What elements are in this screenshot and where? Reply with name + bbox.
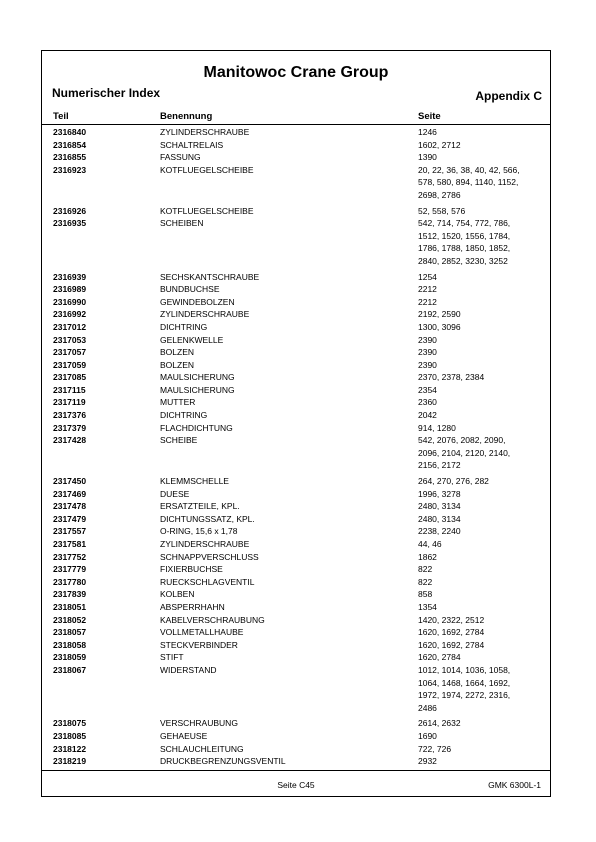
table-row bbox=[42, 164, 550, 202]
page-refs: 1254 bbox=[418, 271, 437, 282]
page-refs: 264, 270, 276, 282 bbox=[418, 476, 489, 487]
page-refs: 2212 bbox=[418, 296, 437, 307]
document-title: Manitowoc Crane Group bbox=[203, 64, 389, 81]
part-number: 2316935 bbox=[53, 218, 87, 229]
part-name: ERSATZTEILE, KPL. bbox=[160, 501, 240, 512]
table-row bbox=[42, 139, 550, 152]
part-name: SCHALTRELAIS bbox=[160, 139, 224, 150]
part-name: FIXIERBUCHSE bbox=[160, 564, 223, 575]
part-number: 2316989 bbox=[53, 284, 87, 295]
page-refs: 822 bbox=[418, 564, 433, 575]
part-number: 2317478 bbox=[53, 501, 87, 512]
page-refs: 2480, 3134 bbox=[418, 501, 461, 512]
table-row bbox=[42, 409, 550, 422]
part-name: ZYLINDERSCHRAUBE bbox=[160, 539, 250, 549]
table-row bbox=[42, 396, 550, 409]
column-header-page: Seite bbox=[418, 111, 441, 122]
page-refs: 1620, 1692, 2784 bbox=[418, 639, 485, 650]
part-number: 2318067 bbox=[53, 664, 87, 675]
part-name: BUNDBUCHSE bbox=[160, 284, 220, 295]
table-row bbox=[42, 755, 550, 768]
part-number: 2316990 bbox=[53, 296, 87, 307]
table-row bbox=[42, 588, 550, 601]
part-name: KABELVERSCHRAUBUNG bbox=[160, 614, 265, 625]
part-name: O-RING, 15,6 x 1,78 bbox=[160, 526, 238, 537]
part-name: SECHSKANTSCHRAUBE bbox=[160, 271, 260, 282]
table-row bbox=[42, 126, 550, 139]
part-name: BOLZEN bbox=[160, 347, 195, 358]
page-refs: 2932 bbox=[418, 756, 437, 767]
part-number: 2317839 bbox=[53, 589, 87, 600]
part-number: 2318219 bbox=[53, 756, 87, 767]
part-number: 2317557 bbox=[53, 526, 87, 537]
part-number: 2318059 bbox=[53, 652, 87, 663]
page-frame bbox=[41, 50, 551, 797]
part-name: VOLLMETALLHAUBE bbox=[160, 627, 244, 638]
page-refs: 2238, 2240 bbox=[418, 526, 461, 537]
table-row bbox=[42, 626, 550, 639]
part-number: 2318057 bbox=[53, 627, 87, 638]
part-name: BOLZEN bbox=[160, 359, 195, 370]
part-number: 2316855 bbox=[53, 152, 87, 163]
part-number: 2317115 bbox=[53, 384, 86, 395]
part-name: SCHEIBEN bbox=[160, 218, 204, 229]
index-table bbox=[42, 126, 550, 768]
appendix-label: Appendix C bbox=[475, 89, 542, 103]
page-refs: 2212 bbox=[418, 284, 437, 295]
part-number: 2318051 bbox=[53, 601, 87, 612]
page-refs: 542, 2076, 2082, 2090, 2096, 2104, 2120, 2140, 2156, 2172 bbox=[418, 435, 511, 471]
part-name: ZYLINDERSCHRAUBE bbox=[160, 309, 250, 320]
part-name: MAULSICHERUNG bbox=[160, 384, 235, 395]
page-refs: 1246 bbox=[418, 127, 437, 137]
part-name: RUECKSCHLAGVENTIL bbox=[160, 576, 255, 587]
table-row bbox=[42, 271, 550, 284]
part-number: 2317450 bbox=[53, 476, 87, 487]
part-number: 2317012 bbox=[53, 321, 87, 332]
table-row bbox=[42, 651, 550, 664]
part-number: 2318052 bbox=[53, 614, 87, 625]
table-row bbox=[42, 296, 550, 309]
table-row bbox=[42, 475, 550, 488]
page-refs: 1354 bbox=[418, 601, 437, 612]
table-row bbox=[42, 334, 550, 347]
table-row bbox=[42, 346, 550, 359]
column-header-name: Benennung bbox=[160, 111, 213, 122]
part-number: 2316854 bbox=[53, 139, 87, 150]
part-number: 2317057 bbox=[53, 347, 87, 358]
page-refs: 1390 bbox=[418, 152, 437, 163]
part-number: 2317428 bbox=[53, 435, 87, 446]
table-row bbox=[42, 371, 550, 384]
part-name: KLEMMSCHELLE bbox=[160, 476, 229, 487]
part-number: 2318122 bbox=[53, 743, 87, 754]
part-number: 2318085 bbox=[53, 730, 87, 741]
page-refs: 858 bbox=[418, 589, 433, 600]
part-number: 2317059 bbox=[53, 359, 87, 370]
table-row bbox=[42, 614, 550, 627]
part-name: STECKVERBINDER bbox=[160, 639, 238, 650]
table-row bbox=[42, 743, 550, 756]
table-row bbox=[42, 359, 550, 372]
table-row bbox=[42, 730, 550, 743]
part-name: MUTTER bbox=[160, 397, 196, 408]
part-name: DUESE bbox=[160, 488, 190, 499]
page-number: Seite C45 bbox=[277, 780, 315, 790]
part-number: 2317119 bbox=[53, 397, 86, 408]
table-row bbox=[42, 500, 550, 513]
part-number: 2317752 bbox=[53, 551, 87, 562]
table-row bbox=[42, 217, 550, 267]
table-row bbox=[42, 151, 550, 164]
table-row bbox=[42, 321, 550, 334]
page-refs: 2360 bbox=[418, 397, 437, 408]
page-refs: 1300, 3096 bbox=[418, 321, 461, 332]
index-subtitle: Numerischer Index bbox=[52, 86, 161, 100]
page-refs: 2192, 2590 bbox=[418, 309, 461, 320]
part-name: SCHEIBE bbox=[160, 435, 198, 446]
page-refs: 2390 bbox=[418, 347, 437, 358]
part-number: 2317085 bbox=[53, 372, 87, 383]
part-name: GELENKWELLE bbox=[160, 334, 224, 345]
column-header-part: Teil bbox=[53, 111, 69, 122]
page-refs: 822 bbox=[418, 576, 433, 587]
part-name: WIDERSTAND bbox=[160, 664, 217, 675]
part-number: 2316992 bbox=[53, 309, 87, 320]
part-name: MAULSICHERUNG bbox=[160, 372, 235, 383]
page-refs: 1012, 1014, 1036, 1058, 1064, 1468, 1664, 1692, 1972, 1974, 2272, 2316, 2486 bbox=[418, 664, 511, 713]
page-refs: 1420, 2322, 2512 bbox=[418, 614, 485, 625]
table-row bbox=[42, 525, 550, 538]
table-row bbox=[42, 434, 550, 472]
part-name: GEWINDEBOLZEN bbox=[160, 296, 235, 307]
table-row bbox=[42, 717, 550, 730]
page-refs: 1602, 2712 bbox=[418, 139, 461, 150]
page-refs: 20, 22, 36, 38, 40, 42, 566, 578, 580, 894, 1140, 1152, 2698, 2786 bbox=[418, 164, 520, 200]
part-name: VERSCHRAUBUNG bbox=[160, 718, 238, 729]
page-refs: 1690 bbox=[418, 730, 437, 741]
page-refs: 914, 1280 bbox=[418, 422, 456, 433]
table-row bbox=[42, 551, 550, 564]
part-name: STIFT bbox=[160, 652, 184, 663]
table-row bbox=[42, 601, 550, 614]
table-row bbox=[42, 576, 550, 589]
part-number: 2317379 bbox=[53, 422, 87, 433]
page-refs: 1996, 3278 bbox=[418, 488, 461, 499]
part-number: 2317469 bbox=[53, 488, 87, 499]
table-row bbox=[42, 513, 550, 526]
table-row bbox=[42, 205, 550, 218]
model-label: GMK 6300L-1 bbox=[488, 780, 541, 790]
table-row bbox=[42, 384, 550, 397]
page-refs: 52, 558, 576 bbox=[418, 205, 466, 216]
part-number: 2316939 bbox=[53, 271, 87, 282]
table-row bbox=[42, 488, 550, 501]
page-refs: 1862 bbox=[418, 551, 437, 562]
page-refs: 1620, 1692, 2784 bbox=[418, 627, 485, 638]
part-name: DICHTRING bbox=[160, 321, 208, 332]
page-refs: 722, 726 bbox=[418, 743, 452, 754]
part-name: KOLBEN bbox=[160, 589, 195, 600]
page-refs: 1620, 2784 bbox=[418, 652, 461, 663]
table-row bbox=[42, 283, 550, 296]
part-name: SCHNAPPVERSCHLUSS bbox=[160, 551, 259, 562]
part-name: DICHTRING bbox=[160, 410, 208, 421]
part-number: 2317779 bbox=[53, 564, 87, 575]
part-name: FLACHDICHTUNG bbox=[160, 422, 233, 433]
page-refs: 2390 bbox=[418, 334, 437, 345]
page-refs: 542, 714, 754, 772, 786, 1512, 1520, 1556, 1784, 1786, 1788, 1850, 1852, 2840, 2852, 3230, 3252 bbox=[418, 218, 511, 266]
page-refs: 2614, 2632 bbox=[418, 718, 461, 729]
part-number: 2316840 bbox=[53, 127, 87, 137]
part-number: 2317780 bbox=[53, 576, 87, 587]
part-name: ABSPERRHAHN bbox=[160, 601, 225, 612]
table-row bbox=[42, 538, 550, 551]
part-name: SCHLAUCHLEITUNG bbox=[160, 743, 244, 754]
part-name: KOTFLUEGELSCHEIBE bbox=[160, 164, 254, 175]
part-number: 2316923 bbox=[53, 164, 87, 175]
page-refs: 44, 46 bbox=[418, 539, 442, 549]
page-refs: 2370, 2378, 2384 bbox=[418, 372, 485, 383]
part-number: 2317479 bbox=[53, 513, 87, 524]
part-name: FASSUNG bbox=[160, 152, 201, 163]
part-number: 2318058 bbox=[53, 639, 87, 650]
table-row bbox=[42, 639, 550, 652]
part-name: ZYLINDERSCHRAUBE bbox=[160, 127, 250, 137]
part-number: 2317053 bbox=[53, 334, 87, 345]
part-number: 2317376 bbox=[53, 410, 87, 421]
table-row bbox=[42, 308, 550, 321]
page-refs: 2480, 3134 bbox=[418, 513, 461, 524]
table-row bbox=[42, 664, 550, 714]
footer-divider bbox=[42, 770, 550, 771]
part-name: KOTFLUEGELSCHEIBE bbox=[160, 205, 254, 216]
part-name: DICHTUNGSSATZ, KPL. bbox=[160, 513, 255, 524]
page-refs: 2042 bbox=[418, 410, 437, 421]
column-header-row bbox=[42, 110, 550, 125]
part-number: 2316926 bbox=[53, 205, 87, 216]
part-name: GEHAEUSE bbox=[160, 730, 208, 741]
part-name: DRUCKBEGRENZUNGSVENTIL bbox=[160, 756, 286, 767]
part-number: 2318075 bbox=[53, 718, 87, 729]
table-row bbox=[42, 563, 550, 576]
page-refs: 2390 bbox=[418, 359, 437, 370]
page-refs: 2354 bbox=[418, 384, 437, 395]
table-row bbox=[42, 422, 550, 435]
part-number: 2317581 bbox=[53, 539, 87, 549]
